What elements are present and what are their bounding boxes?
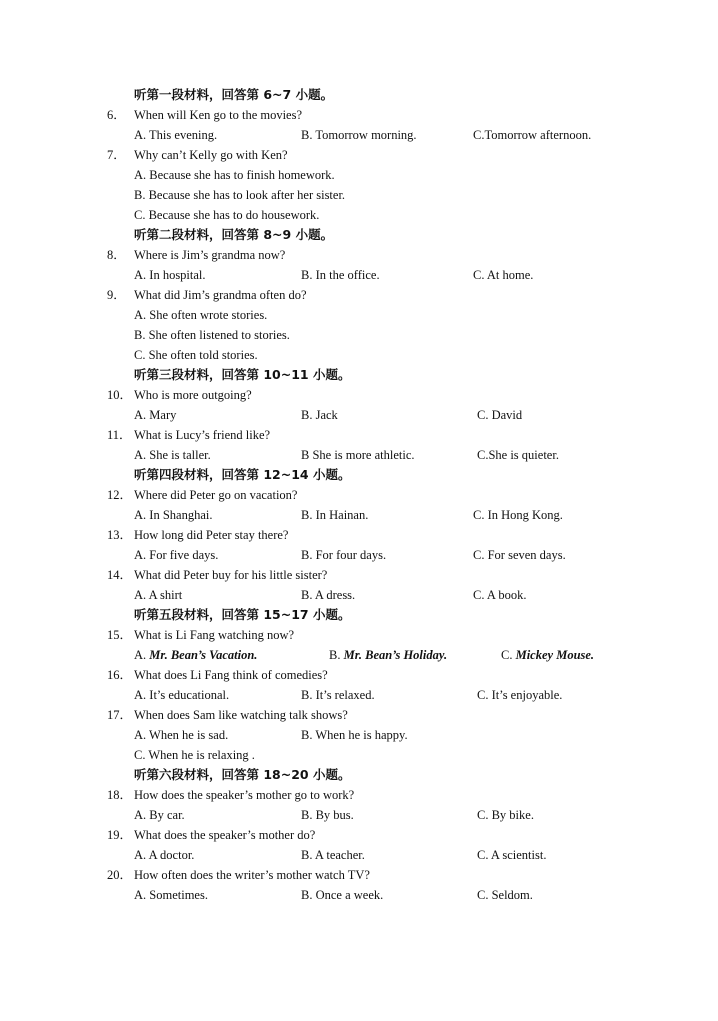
- options-row: [0, 725, 718, 745]
- question-text: Where is Jim’s grandma now?: [134, 248, 286, 262]
- question-text: What is Li Fang watching now?: [134, 628, 295, 642]
- option-b-prefix: B.: [329, 648, 344, 662]
- option-a-title: Mr. Bean’s Vacation.: [149, 648, 258, 662]
- question-text: Where did Peter go on vacation?: [134, 488, 298, 502]
- option-a: A. She is taller.: [134, 448, 211, 462]
- option-b: B. She often listened to stories.: [134, 328, 290, 342]
- options-row: [0, 685, 718, 705]
- option-c: C. A book.: [473, 588, 527, 602]
- question-text: What is Lucy’s friend like?: [134, 428, 271, 442]
- option-a: A. A shirt: [134, 588, 183, 602]
- question-row: [0, 385, 718, 405]
- question-number: 9．: [107, 288, 126, 302]
- option-a: A. Sometimes.: [134, 888, 208, 902]
- option-c: C. By bike.: [477, 808, 534, 822]
- section-heading: [0, 465, 718, 485]
- option-a: A. By car.: [134, 808, 185, 822]
- section-heading: [0, 765, 718, 785]
- question-text: What did Jim’s grandma often do?: [134, 288, 307, 302]
- question-row: [0, 105, 718, 125]
- options-row: [0, 805, 718, 825]
- option-a: A. It’s educational.: [134, 688, 230, 702]
- options-row: [0, 125, 718, 145]
- question-number: 20．: [107, 868, 133, 882]
- question-text: Why can’t Kelly go with Ken?: [134, 148, 288, 162]
- question-number: 14．: [107, 568, 133, 582]
- option-c-title: Mickey Mouse.: [515, 648, 595, 662]
- section-heading: [0, 365, 718, 385]
- section-label: 听第二段材料，回答第 8~9 小题。: [134, 227, 334, 242]
- options-row: [0, 205, 718, 225]
- option-c: C. A scientist.: [477, 848, 547, 862]
- question-row: [0, 485, 718, 505]
- option-c-prefix: C.: [501, 648, 516, 662]
- question-number: 18．: [107, 788, 133, 802]
- question-row: [0, 665, 718, 685]
- question-number: 16．: [107, 668, 133, 682]
- question-row: [0, 245, 718, 265]
- question-text: How long did Peter stay there?: [134, 528, 289, 542]
- question-row: [0, 425, 718, 445]
- option-b: B. When he is happy.: [301, 728, 408, 742]
- option-c: C. When he is relaxing .: [134, 748, 255, 762]
- option-b: B. A teacher.: [301, 848, 365, 862]
- option-b: B. By bus.: [301, 808, 354, 822]
- option-a: A. She often wrote stories.: [134, 308, 268, 322]
- option-a: [134, 645, 257, 665]
- question-row: [0, 825, 718, 845]
- question-row: [0, 285, 718, 305]
- question-number: 12．: [107, 488, 133, 502]
- question-number: 6．: [107, 108, 126, 122]
- question-text: How often does the writer’s mother watch TV?: [134, 868, 370, 882]
- options-row: [0, 645, 718, 665]
- option-b: B. For four days.: [301, 548, 387, 562]
- question-number: 8．: [107, 248, 126, 262]
- section-heading: [0, 225, 718, 245]
- option-b: B. Jack: [301, 408, 338, 422]
- option-a: A. This evening.: [134, 128, 218, 142]
- option-b: B. Once a week.: [301, 888, 384, 902]
- question-row: [0, 525, 718, 545]
- options-row: [0, 265, 718, 285]
- question-number: 13．: [107, 528, 133, 542]
- question-row: [0, 145, 718, 165]
- section-label: 听第三段材料，回答第 10~11 小题。: [134, 367, 351, 382]
- question-number: 10．: [107, 388, 133, 402]
- option-b: [329, 645, 447, 665]
- option-c: C. For seven days.: [473, 548, 566, 562]
- option-b: B. In the office.: [301, 268, 380, 282]
- options-row: [0, 185, 718, 205]
- options-row: [0, 405, 718, 425]
- option-a: A. Because she has to finish homework.: [134, 168, 335, 182]
- option-c: C. At home.: [473, 268, 534, 282]
- option-c: C. Because she has to do housework.: [134, 208, 320, 222]
- options-row: [0, 165, 718, 185]
- option-a: A. In Shanghai.: [134, 508, 213, 522]
- question-text: When does Sam like watching talk shows?: [134, 708, 348, 722]
- option-b: B. Tomorrow morning.: [301, 128, 417, 142]
- options-row: [0, 745, 718, 765]
- option-a-prefix: A.: [134, 648, 150, 662]
- option-a: A. For five days.: [134, 548, 219, 562]
- question-number: 15．: [107, 628, 133, 642]
- options-row: [0, 345, 718, 365]
- option-c: C.Tomorrow afternoon.: [473, 128, 592, 142]
- question-row: [0, 785, 718, 805]
- option-a: A. Mary: [134, 408, 177, 422]
- question-text: What did Peter buy for his little sister?: [134, 568, 328, 582]
- option-a: A. In hospital.: [134, 268, 206, 282]
- question-text: When will Ken go to the movies?: [134, 108, 303, 122]
- question-text: How does the speaker’s mother go to work?: [134, 788, 355, 802]
- option-a: A. When he is sad.: [134, 728, 229, 742]
- options-row: [0, 445, 718, 465]
- section-label: 听第六段材料，回答第 18~20 小题。: [134, 767, 351, 782]
- section-label: 听第四段材料，回答第 12~14 小题。: [134, 467, 351, 482]
- question-text: What does Li Fang think of comedies?: [134, 668, 328, 682]
- option-c: C. In Hong Kong.: [473, 508, 563, 522]
- option-c: C. David: [477, 408, 523, 422]
- option-b: B. It’s relaxed.: [301, 688, 375, 702]
- option-c: C. It’s enjoyable.: [477, 688, 563, 702]
- option-c: C.She is quieter.: [477, 448, 559, 462]
- question-row: [0, 625, 718, 645]
- option-a: A. A doctor.: [134, 848, 195, 862]
- question-number: 11．: [107, 428, 132, 442]
- section-label: 听第五段材料，回答第 15~17 小题。: [134, 607, 351, 622]
- options-row: [0, 325, 718, 345]
- options-row: [0, 505, 718, 525]
- question-number: 17．: [107, 708, 133, 722]
- question-number: 19．: [107, 828, 133, 842]
- option-c: C. Seldom.: [477, 888, 533, 902]
- question-text: What does the speaker’s mother do?: [134, 828, 316, 842]
- question-text: Who is more outgoing?: [134, 388, 252, 402]
- question-row: [0, 565, 718, 585]
- option-c: [501, 645, 594, 665]
- options-row: [0, 585, 718, 605]
- option-b: B. In Hainan.: [301, 508, 369, 522]
- question-number: 7．: [107, 148, 126, 162]
- section-label: 听第一段材料，回答第 6~7 小题。: [134, 87, 334, 102]
- question-row: [0, 865, 718, 885]
- options-row: [0, 545, 718, 565]
- option-b: B She is more athletic.: [301, 448, 415, 462]
- section-heading: [0, 605, 718, 625]
- question-row: [0, 705, 718, 725]
- options-row: [0, 885, 718, 905]
- section-heading: [0, 85, 718, 105]
- option-b: B. A dress.: [301, 588, 356, 602]
- option-b-title: Mr. Bean’s Holiday.: [343, 648, 448, 662]
- option-c: C. She often told stories.: [134, 348, 258, 362]
- options-row: [0, 845, 718, 865]
- options-row: [0, 305, 718, 325]
- option-b: B. Because she has to look after her sister.: [134, 188, 346, 202]
